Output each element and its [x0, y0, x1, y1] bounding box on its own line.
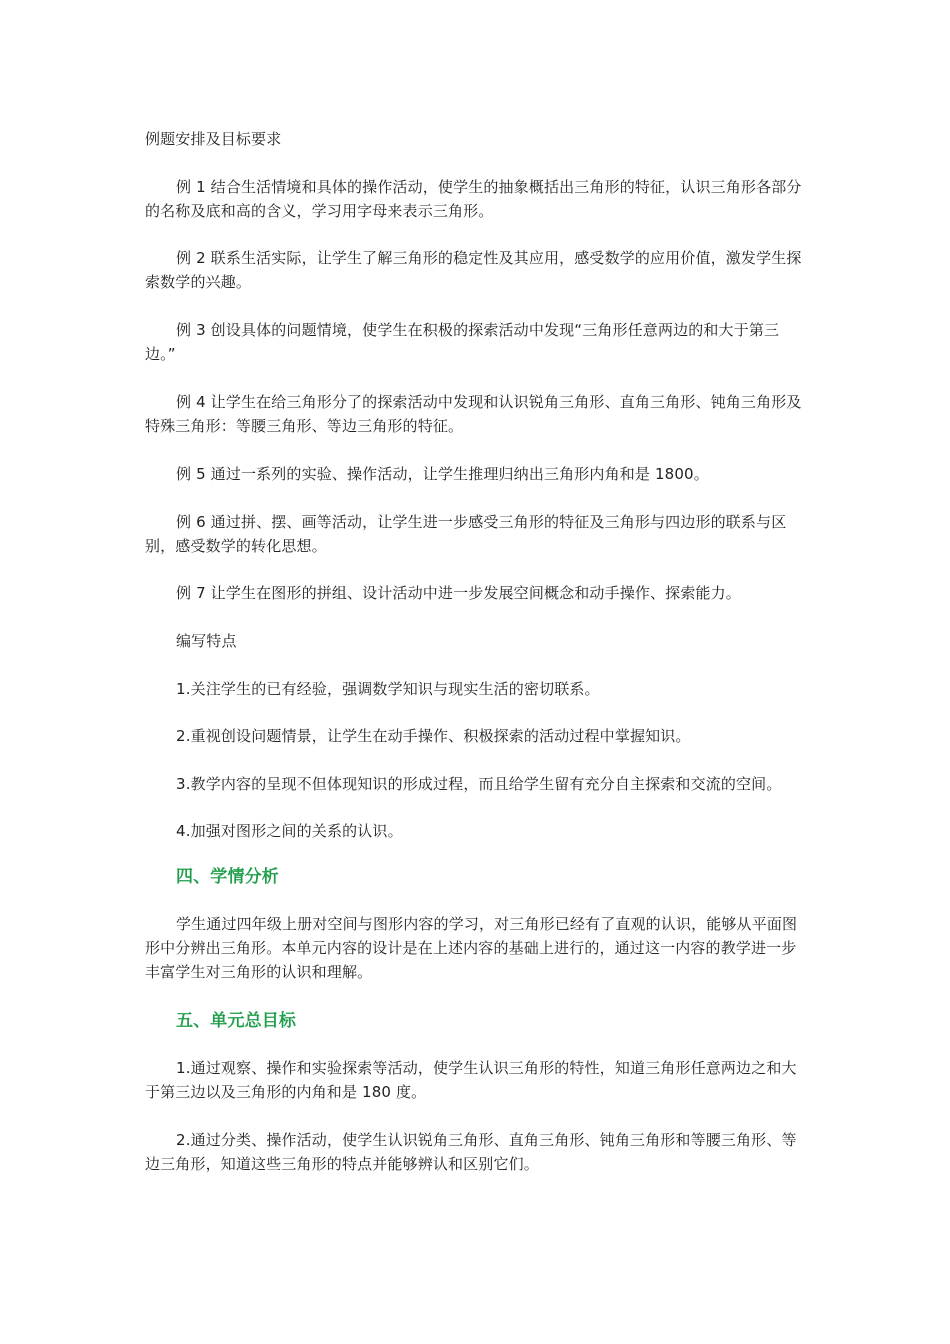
example-6: 例 6 通过拼、摆、画等活动，让学生进一步感受三角形的特征及三角形与四边形的联系与区别，感受数学的转化思想。 [145, 513, 787, 555]
feature-1: 1.关注学生的已有经验，强调数学知识与现实生活的密切联系。 [176, 680, 600, 698]
goal-1: 1.通过观察、操作和实验探索等活动，使学生认识三角形的特性，知道三角形任意两边之和大于第三边以及三角形的内角和是 180 度。 [145, 1059, 797, 1101]
example-2: 例 2 联系生活实际，让学生了解三角形的稳定性及其应用，感受数学的应用价值，激发学生探索数学的兴趣。 [145, 249, 802, 291]
features-title: 编写特点 [176, 632, 237, 650]
section-4-heading: 四、学情分析 [176, 867, 279, 887]
example-5: 例 5 通过一系列的实验、操作活动，让学生推理归纳出三角形内角和是 1800。 [176, 465, 709, 483]
example-3: 例 3 创设具体的问题情境，使学生在积极的探索活动中发现“三角形任意两边的和大于第三边。” [145, 321, 780, 363]
example-7: 例 7 让学生在图形的拼组、设计活动中进一步发展空间概念和动手操作、探索能力。 [176, 584, 741, 602]
example-1: 例 1 结合生活情境和具体的操作活动，使学生的抽象概括出三角形的特征，认识三角形各部分的名称及底和高的含义，学习用字母来表示三角形。 [145, 178, 802, 220]
section-5-heading: 五、单元总目标 [176, 1011, 297, 1031]
feature-2: 2.重视创设问题情景，让学生在动手操作、积极探索的活动过程中掌握知识。 [176, 727, 691, 745]
feature-4: 4.加强对图形之间的关系的认识。 [176, 822, 403, 840]
goal-2: 2.通过分类、操作活动，使学生认识锐角三角形、直角三角形、钝角三角形和等腰三角形、等边三角形，知道这些三角形的特点并能够辨认和区别它们。 [145, 1131, 797, 1173]
section-4-text: 学生通过四年级上册对空间与图形内容的学习，对三角形已经有了直观的认识，能够从平面图形中分辨出三角形。本单元内容的设计是在上述内容的基础上进行的，通过这一内容的教学进一步丰富学生对三角形的认识和理解。 [145, 915, 798, 981]
example-4: 例 4 让学生在给三角形分了的探索活动中发现和认识锐角三角形、直角三角形、钝角三角形及特殊三角形：等腰三角形、等边三角形的特征。 [145, 393, 802, 435]
section-intro-title: 例题安排及目标要求 [145, 130, 282, 148]
feature-3: 3.教学内容的呈现不但体现知识的形成过程，而且给学生留有充分自主探索和交流的空间。 [176, 775, 782, 793]
